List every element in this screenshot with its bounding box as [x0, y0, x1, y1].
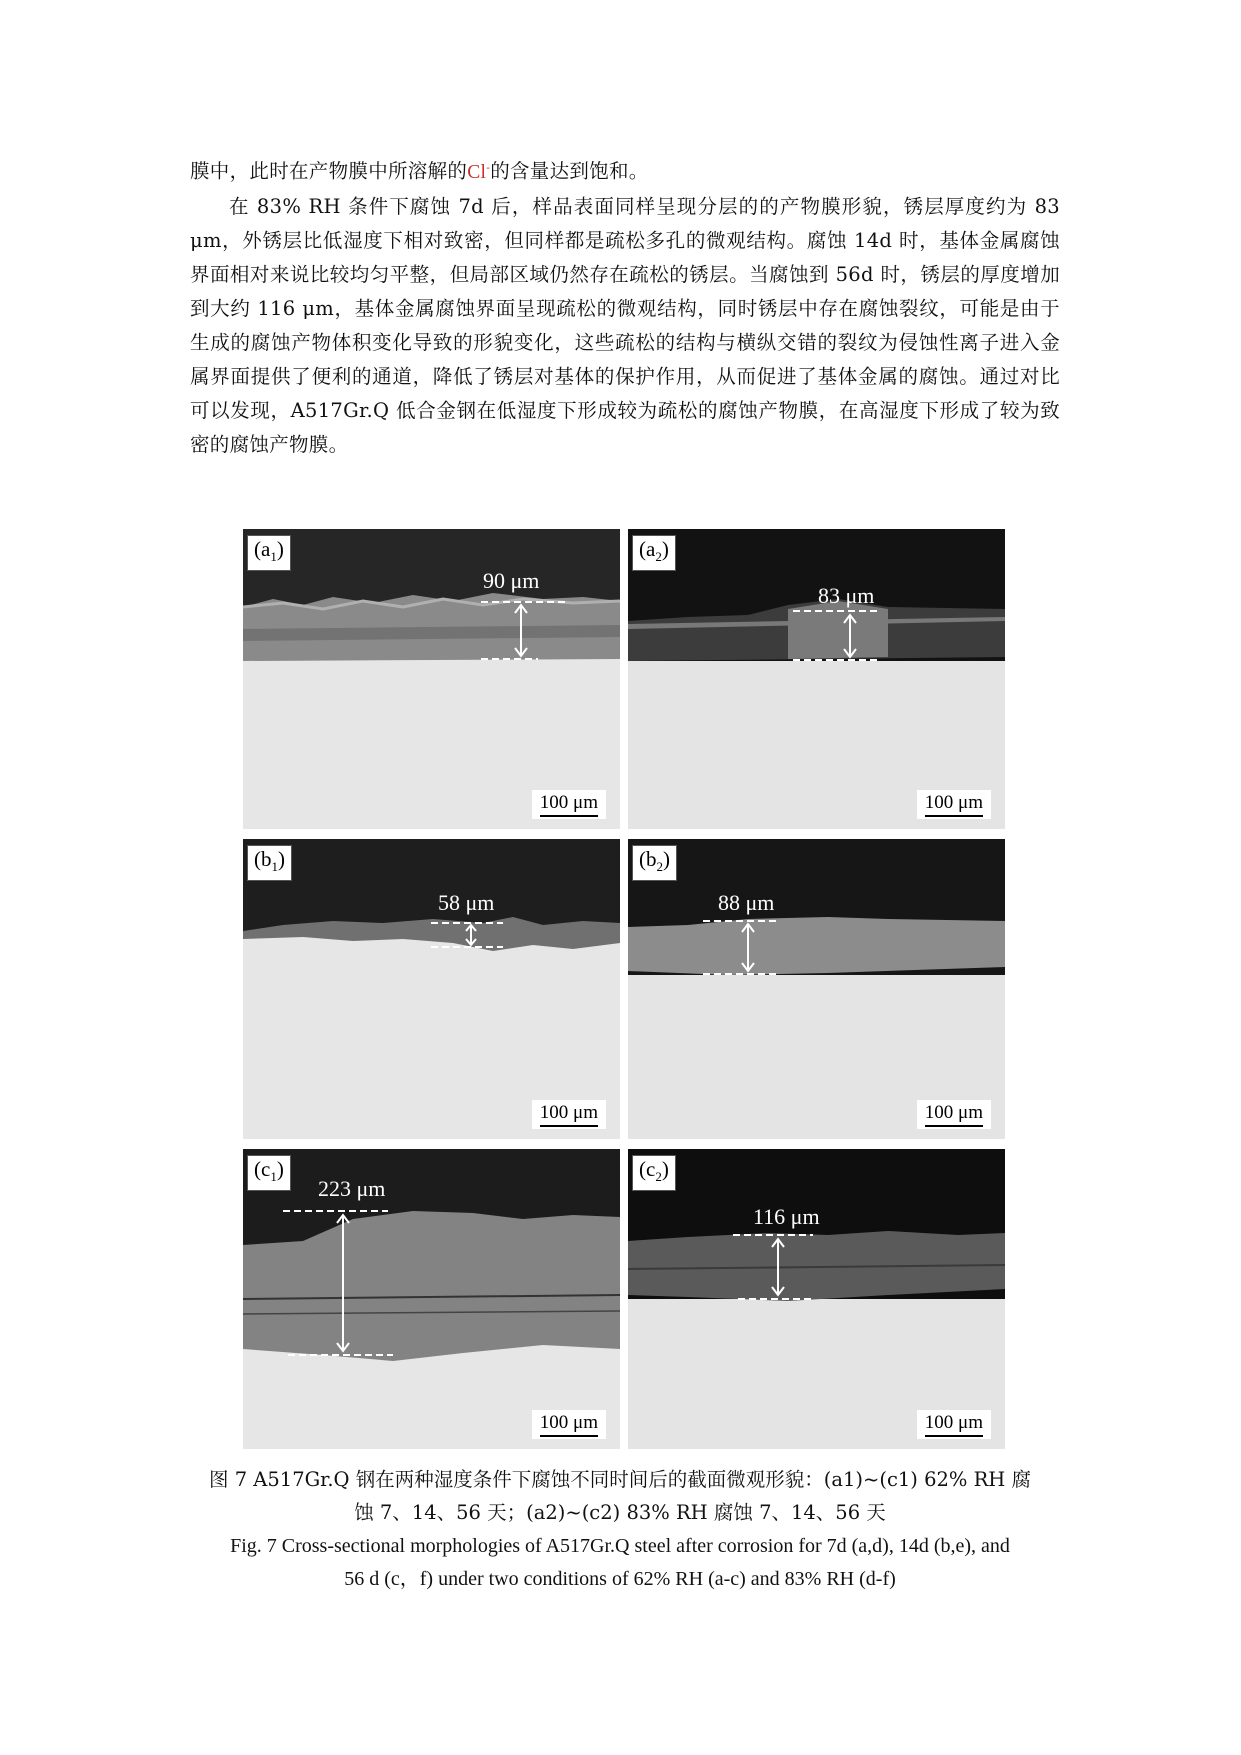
scale-bar: 100 μm	[532, 1100, 606, 1129]
body-text	[190, 150, 1060, 462]
panel-label: $(c_2)$	[632, 1155, 676, 1191]
chloride-symbol: Cl	[467, 161, 487, 183]
figure-7	[243, 529, 1005, 1455]
sem-image-c1	[243, 1149, 620, 1449]
panel-b2	[628, 839, 1005, 1139]
caption-cn-line2: 蚀 7、14、56 天；(a2)~(c2) 83% RH 腐蚀 7、14、56 天	[354, 1501, 886, 1524]
scale-bar: 100 μm	[532, 790, 606, 819]
sem-image-c2	[628, 1149, 1005, 1449]
caption-en-line1: Fig. 7 Cross-sectional morphologies of A517Gr.Q steel after corrosion for 7d (a,d), 14d (b,e), and	[230, 1535, 1010, 1557]
scale-bar: 100 μm	[917, 1410, 991, 1439]
panel-label: $(b_1)$	[247, 845, 292, 881]
thickness-label: 83 μm	[818, 583, 875, 608]
para1-text-b: 的含量达到饱和。	[490, 159, 649, 183]
panel-label: $(c_1)$	[247, 1155, 291, 1191]
sem-image-a1	[243, 529, 620, 829]
chloride-ion	[467, 162, 490, 183]
figure-caption-cn	[180, 1463, 1060, 1529]
panel-c2	[628, 1149, 1005, 1449]
chloride-charge: -	[486, 161, 491, 173]
sem-image-a2	[628, 529, 1005, 829]
paragraph-2: 在 83% RH 条件下腐蚀 7d 后，样品表面同样呈现分层的的产物膜形貌，锈层厚度约为 83 μm，外锈层比低湿度下相对致密，但同样都是疏松多孔的微观结构。腐蚀 14d 时，基体金属腐蚀界面相对来说比较均匀平整，但局部区域仍然存在疏松的锈层。当腐蚀到 56d 时，锈层的厚度增加到大约 116 μm，基体金属腐蚀界面呈现疏松的微观结构，同时锈层中存在腐蚀裂纹，可能是由于生成的腐蚀产物体积变化导致的形貌变化，这些疏松的结构与横纵交错的裂纹为侵蚀性离子进入金属界面提供了便利的通道，降低了锈层对基体的保护作用，从而促进了基体金属的腐蚀。通过对比可以发现，A517Gr.Q 低合金钢在低湿度下形成较为疏松的腐蚀产物膜，在高湿度下形成了较为致密的腐蚀产物膜。	[190, 194, 1060, 456]
sem-image-b1	[243, 839, 620, 1139]
panel-label: $(b_2)$	[632, 845, 677, 881]
figure-caption-en	[180, 1530, 1060, 1596]
scale-bar: 100 μm	[917, 1100, 991, 1129]
panel-label: $(a_1)$	[247, 535, 291, 571]
panel-label: $(a_2)$	[632, 535, 676, 571]
thickness-label: 88 μm	[718, 890, 775, 915]
caption-cn-line1: 图 7 A517Gr.Q 钢在两种湿度条件下腐蚀不同时间后的截面微观形貌：(a1)~(c1) 62% RH 腐	[209, 1468, 1031, 1491]
scale-bar: 100 μm	[917, 790, 991, 819]
scale-bar: 100 μm	[532, 1410, 606, 1439]
thickness-label: 90 μm	[483, 568, 540, 593]
panel-b1	[243, 839, 620, 1139]
thickness-label: 116 μm	[753, 1204, 820, 1229]
panel-a1	[243, 529, 620, 829]
para1-text-a: 膜中，此时在产物膜中所溶解的	[190, 159, 468, 183]
panel-c1	[243, 1149, 620, 1449]
paragraph-1	[190, 150, 1060, 190]
thickness-label: 58 μm	[438, 890, 495, 915]
panel-a2	[628, 529, 1005, 829]
sem-image-b2	[628, 839, 1005, 1139]
thickness-label: 223 μm	[318, 1176, 386, 1201]
caption-en-line2: 56 d (c，f) under two conditions of 62% RH (a-c) and 83% RH (d-f)	[344, 1568, 896, 1590]
